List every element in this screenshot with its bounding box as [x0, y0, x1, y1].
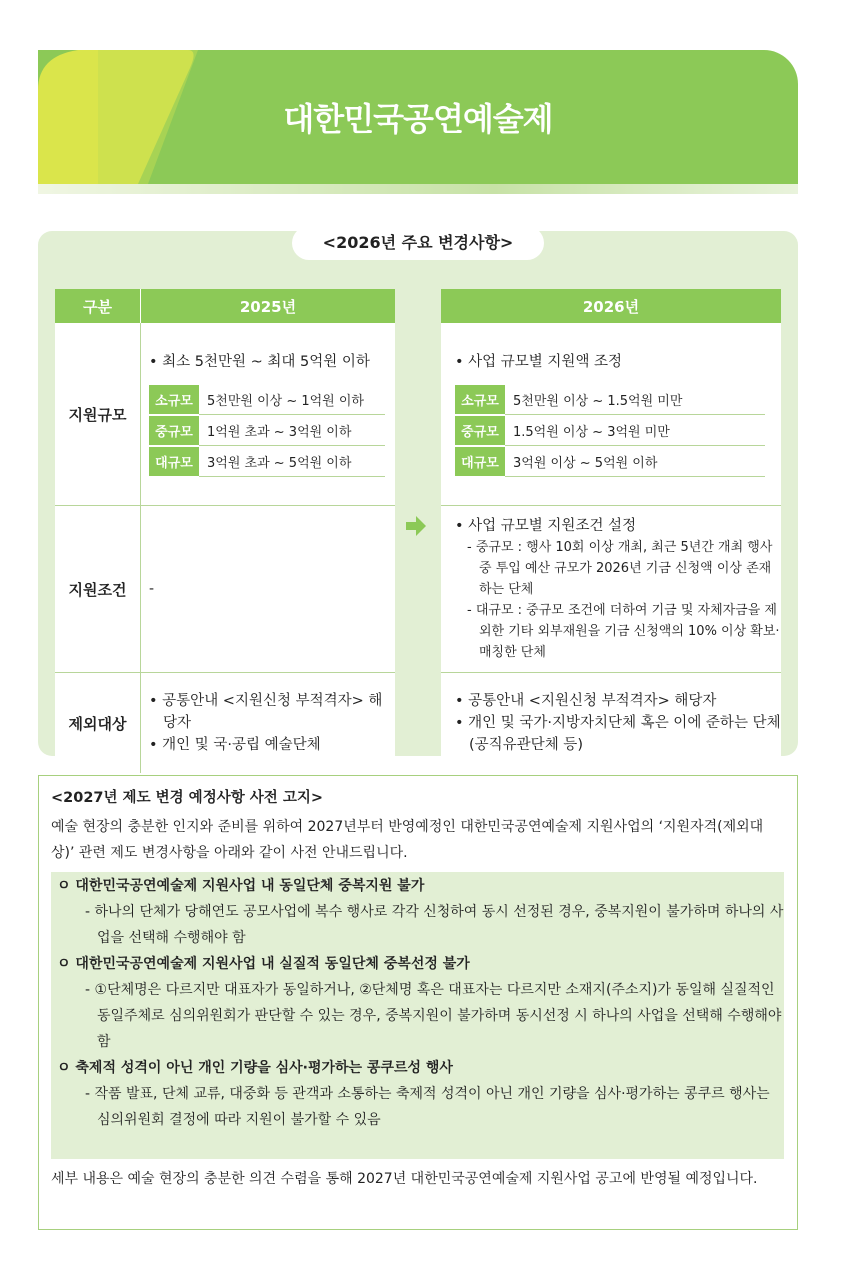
- size-range: 3억원 이상 ~ 5억원 이하: [505, 446, 765, 477]
- header-category: 구분: [55, 289, 141, 323]
- table-row: [441, 673, 781, 774]
- size-range: 5천만원 이상 ~ 1억원 이하: [199, 385, 385, 415]
- size-list-2026: [455, 385, 765, 478]
- notice-item-head: ㅇ 축제적 성격이 아닌 개인 기량을 심사·평가하는 콩쿠르성 행사: [51, 1055, 784, 1081]
- changes-title: <2026년 주요 변경사항>: [292, 226, 544, 260]
- cell-2025-scale: [141, 323, 396, 506]
- size-tag: 대규모: [455, 446, 505, 477]
- list-item: [455, 415, 765, 446]
- header-banner: [38, 50, 798, 184]
- header-2025: 2025년: [141, 289, 396, 323]
- table-row: [441, 323, 781, 506]
- list-item: [149, 415, 385, 446]
- size-list-2025: [149, 385, 385, 478]
- list-item: [149, 446, 385, 477]
- header-2026: 2026년: [441, 289, 781, 323]
- condition-item: - 대규모 : 중규모 조건에 더하여 기금 및 자체자금을 제외한 기타 외부재원을 기금 신청액의 10% 이상 확보·매칭한 단체: [455, 600, 781, 663]
- row-label-exclusion: 제외대상: [55, 673, 141, 774]
- cell-2025-exclusion: [141, 673, 396, 774]
- exclusion-item: • 개인 및 국가·지방자치단체 혹은 이에 준하는 단체(공직유관단체 등): [455, 712, 781, 756]
- list-item: [455, 446, 765, 477]
- size-range: 1억원 초과 ~ 3억원 이하: [199, 415, 385, 446]
- size-range: 1.5억원 이상 ~ 3억원 미만: [505, 415, 765, 446]
- exclusion-item: • 공통안내 <지원신청 부적격자> 해당자: [455, 690, 781, 712]
- size-tag: 소규모: [149, 385, 199, 415]
- condition-title-2026: • 사업 규모별 지원조건 설정: [455, 515, 781, 537]
- size-range: 3억원 초과 ~ 5억원 이하: [199, 446, 385, 477]
- exclusion-item: • 공통안내 <지원신청 부적격자> 해당자: [149, 690, 395, 734]
- notice-item-head: ㅇ 대한민국공연예술제 지원사업 내 동일단체 중복지원 불가: [51, 873, 784, 899]
- condition-item: - 중규모 : 행사 10회 이상 개최, 최근 5년간 개최 행사 중 투입 예산 규모가 2026년 기금 신청액 이상 존재하는 단체: [455, 537, 781, 600]
- scale-summary-2026: • 사업 규모별 지원액 조정: [455, 351, 781, 373]
- table-2026: [441, 289, 781, 773]
- cell-2026-condition: [441, 506, 781, 673]
- notice-item-body: - 하나의 단체가 당해연도 공모사업에 복수 행사로 각각 신청하여 동시 선정된 경우, 중복지원이 불가하며 하나의 사업을 선택해 수행해야 함: [51, 899, 784, 951]
- scale-summary-2025: • 최소 5천만원 ~ 최대 5억원 이하: [149, 351, 395, 373]
- list-item: [149, 385, 385, 415]
- notice-footer: 세부 내용은 예술 현장의 충분한 의견 수렴을 통해 2027년 대한민국공연예술제 지원사업 공고에 반영될 예정입니다.: [51, 1171, 758, 1187]
- notice-item-head: ㅇ 대한민국공연예술제 지원사업 내 실질적 동일단체 중복선정 불가: [51, 951, 784, 977]
- size-tag: 대규모: [149, 446, 199, 477]
- table-row: [441, 506, 781, 673]
- list-item: [455, 385, 765, 415]
- cell-2026-exclusion: [441, 673, 781, 774]
- notice-item-body: - 작품 발표, 단체 교류, 대중화 등 관객과 소통하는 축제적 성격이 아닌 개인 기량을 심사·평가하는 콩쿠르 행사는 심의위원회 결정에 따라 지원이 불가할 수 있음: [51, 1081, 784, 1133]
- cell-2025-condition: -: [141, 506, 396, 673]
- exclusion-item: • 개인 및 국·공립 예술단체: [149, 734, 395, 756]
- table-row: [55, 506, 395, 673]
- header-underline: [38, 184, 798, 194]
- table-2025: [55, 289, 395, 773]
- row-label-scale: 지원규모: [55, 323, 141, 506]
- notice-item-body: - ①단체명은 다르지만 대표자가 동일하거나, ②단체명 혹은 대표자는 다르지만 소재지(주소지)가 동일해 실질적인 동일주체로 심의위원회가 판단할 수 있는 경우, 중복지원이 불가하며 동시선정 시 하나의 사업을 선택해 수행해야 함: [51, 977, 784, 1055]
- size-tag: 중규모: [455, 415, 505, 446]
- size-range: 5천만원 이상 ~ 1.5억원 미만: [505, 385, 765, 415]
- cell-2026-scale: [441, 323, 781, 506]
- table-row: [55, 673, 395, 774]
- row-label-condition: 지원조건: [55, 506, 141, 673]
- table-row: [55, 323, 395, 506]
- notice-intro: 예술 현장의 충분한 인지와 준비를 위하여 2027년부터 반영예정인 대한민국공연예술제 지원사업의 ‘지원자격(제외대상)’ 관련 제도 변경사항을 아래와 같이 사전 안내드립니다.: [51, 819, 764, 861]
- notice-title: <2027년 제도 변경 예정사항 사전 고지>: [51, 790, 323, 806]
- notice-items: [51, 872, 784, 1159]
- page-title: 대한민국공연예술제: [283, 100, 553, 138]
- arrow-right-icon: [404, 514, 428, 538]
- size-tag: 중규모: [149, 415, 199, 446]
- size-tag: 소규모: [455, 385, 505, 415]
- notice-box: [38, 775, 798, 1230]
